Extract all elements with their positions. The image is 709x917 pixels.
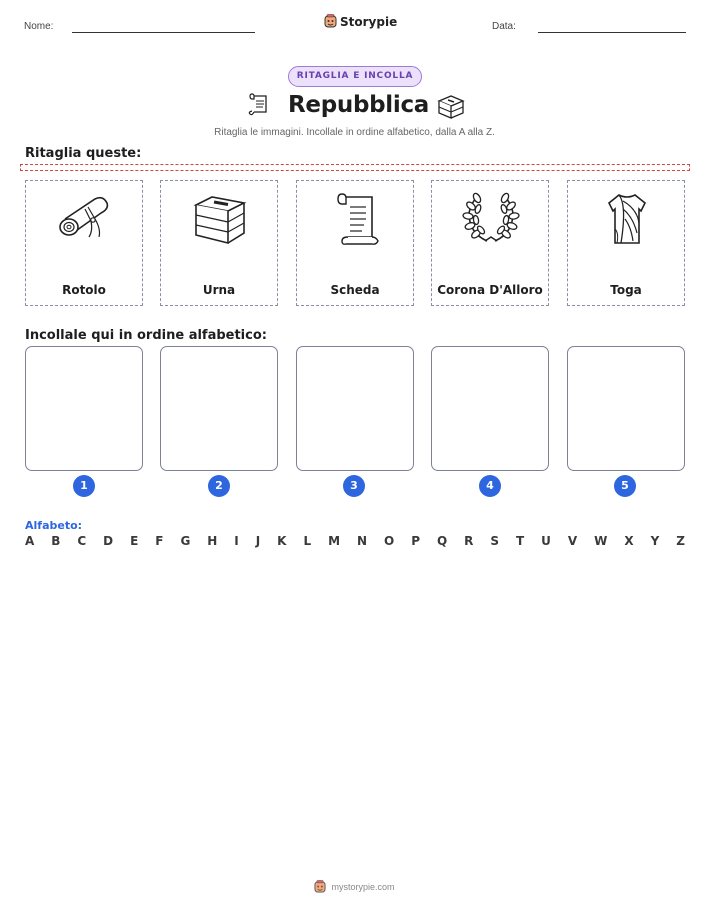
paste-box-5[interactable] — [567, 346, 685, 471]
alphabet-letter: T — [515, 534, 525, 548]
cut-card-rotolo[interactable] — [25, 180, 143, 306]
ballot-box-title-icon — [436, 92, 466, 120]
alphabet-letter: F — [155, 534, 164, 548]
name-field-line[interactable] — [72, 32, 255, 33]
cut-card-label: Scheda — [330, 283, 380, 297]
cut-card-corona-dalloro[interactable] — [431, 180, 549, 306]
scroll-title-icon — [246, 92, 272, 118]
alphabet-letter: E — [130, 534, 139, 548]
cut-card-label: Urna — [202, 283, 236, 297]
alphabet-letter: O — [384, 534, 395, 548]
storypie-mascot-icon — [314, 880, 326, 894]
laurel-wreath-icon — [461, 189, 521, 249]
alphabet-letter: Z — [676, 534, 685, 548]
alphabet-letter: M — [328, 534, 341, 548]
ballot-box-icon — [190, 189, 250, 249]
alphabet-letter: I — [234, 534, 239, 548]
name-label: Nome: — [24, 21, 54, 32]
number-badge-3: 3 — [343, 475, 365, 497]
alphabet-letter: B — [51, 534, 61, 548]
alphabet-letter: N — [357, 534, 368, 548]
alphabet-row — [25, 534, 685, 548]
cut-card-scheda[interactable] — [296, 180, 414, 306]
instructions: Ritaglia le immagini. Incollale in ordine alfabetico, dalla A alla Z. — [214, 127, 495, 138]
alphabet-letter: A — [25, 534, 35, 548]
number-badge-5: 5 — [614, 475, 636, 497]
toga-icon — [597, 189, 657, 249]
alphabet-letter: J — [255, 534, 261, 548]
alphabet-letter: U — [541, 534, 551, 548]
alphabet-letter: R — [464, 534, 474, 548]
paste-section-heading: Incollale qui in ordine alfabetico: — [25, 328, 267, 343]
alphabet-letter: D — [103, 534, 114, 548]
brand-logo — [324, 14, 397, 29]
paste-box-2[interactable] — [160, 346, 278, 471]
cut-card-urna[interactable] — [160, 180, 278, 306]
storypie-mascot-icon — [324, 14, 337, 29]
paste-box-4[interactable] — [431, 346, 549, 471]
alphabet-letter: Y — [650, 534, 660, 548]
cut-card-label: Rotolo — [62, 283, 106, 297]
alphabet-letter: L — [303, 534, 312, 548]
date-field-line[interactable] — [538, 32, 686, 33]
alphabet-letter: V — [567, 534, 578, 548]
paste-box-3[interactable] — [296, 346, 414, 471]
alphabet-letter: H — [207, 534, 218, 548]
activity-badge: RITAGLIA E INCOLLA — [288, 66, 422, 87]
scroll-roll-icon — [55, 189, 115, 249]
alphabet-letter: K — [277, 534, 287, 548]
alphabet-letter: G — [180, 534, 191, 548]
number-badge-2: 2 — [208, 475, 230, 497]
alphabet-letter: X — [624, 534, 634, 548]
cut-line — [20, 164, 690, 171]
cut-card-label: Corona D'Alloro — [437, 283, 543, 297]
alphabet-letter: C — [77, 534, 87, 548]
alphabet-label: Alfabeto: — [25, 519, 83, 532]
footer-url: mystorypie.com — [331, 882, 395, 892]
page-title: Repubblica — [288, 92, 429, 118]
number-badge-1: 1 — [73, 475, 95, 497]
brand-name: Storypie — [340, 14, 398, 29]
paste-box-1[interactable] — [25, 346, 143, 471]
cut-card-toga[interactable] — [567, 180, 685, 306]
alphabet-letter: P — [411, 534, 420, 548]
footer — [0, 880, 709, 894]
number-badge-4: 4 — [479, 475, 501, 497]
cut-card-label: Toga — [610, 283, 642, 297]
alphabet-letter: Q — [436, 534, 448, 548]
cut-section-heading: Ritaglia queste: — [25, 146, 142, 161]
date-label: Data: — [492, 21, 516, 32]
alphabet-letter: W — [594, 534, 608, 548]
paper-scroll-icon — [326, 189, 386, 249]
alphabet-letter: S — [490, 534, 499, 548]
